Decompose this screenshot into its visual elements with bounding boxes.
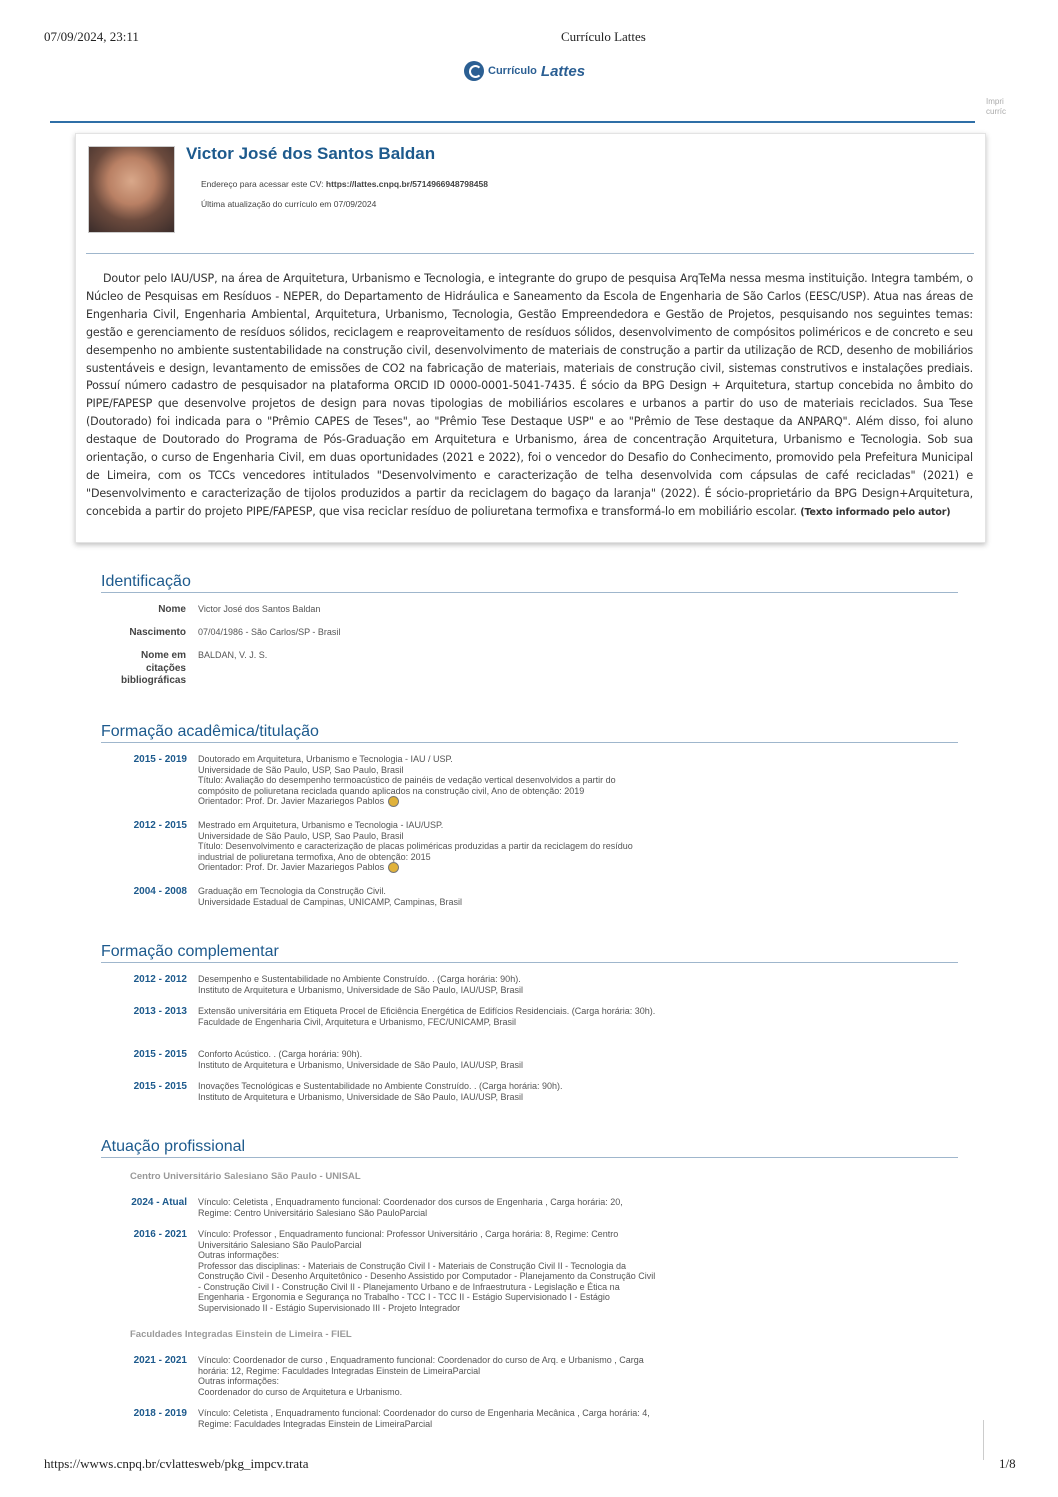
formacao-entry <box>198 886 658 907</box>
label-nascimento: Nascimento <box>129 627 186 638</box>
section-divider <box>101 592 958 593</box>
value-nome: Victor José dos Santos Baldan <box>198 604 321 614</box>
advisor-text: Orientador: Prof. Dr. Javier Mazariegos Pablos <box>198 796 385 806</box>
atuacao-entry <box>198 1197 658 1218</box>
atuacao-entry <box>198 1408 658 1429</box>
label-nome: Nome <box>158 604 186 615</box>
section-divider <box>101 742 958 743</box>
formacao-advisor <box>198 796 658 807</box>
formacao-years: 2015 - 2019 <box>133 754 187 765</box>
formacao-lines: Graduação em Tecnologia da Construção Civil. Universidade Estadual de Campinas, UNICAMP, Campinas, Brasil <box>198 886 462 907</box>
complementar-years: 2012 - 2012 <box>133 974 187 985</box>
atuacao-lines: Vínculo: Coordenador de curso , Enquadramento funcional: Coordenador do curso de Arq. e Urbanismo , Carga horária: 12, Regime: Faculdades Integradas Einstein de LimeiraParcial Outras informações: Coordenador do curso de Arquitetura e Urbanismo. <box>198 1355 644 1397</box>
profile-name: Victor José dos Santos Baldan <box>186 144 436 163</box>
advisor-text: Orientador: Prof. Dr. Javier Mazariegos Pablos <box>198 862 385 872</box>
formacao-years: 2004 - 2008 <box>133 886 187 897</box>
section-divider <box>101 962 958 963</box>
value-citacoes: BALDAN, V. J. S. <box>198 650 268 660</box>
atuacao-lines: Vínculo: Celetista , Enquadramento funcional: Coordenador do curso de Engenharia Mecânica , Carga horária: 4, Regime: Faculdades Integradas Einstein de LimeiraParcial <box>198 1408 650 1429</box>
complementar-lines: Inovações Tecnológicas e Sustentabilidade no Ambiente Construído. . (Carga horária: 90h). Instituto de Arquitetura e Urbanismo, Universidade de São Paulo, IAU/USP, Brasil <box>198 1081 563 1102</box>
complementar-entry <box>198 974 658 995</box>
institution-name: Centro Universitário Salesiano São Paulo - UNISAL <box>130 1171 361 1182</box>
logo-small-text: Currículo <box>488 65 537 77</box>
complementar-years: 2015 - 2015 <box>133 1081 187 1092</box>
complementar-years: 2015 - 2015 <box>133 1049 187 1060</box>
resumo-note: (Texto informado pelo autor) <box>800 506 951 518</box>
atuacao-years: 2016 - 2021 <box>133 1229 187 1240</box>
lattes-cv-icon[interactable] <box>388 862 399 873</box>
resumo-body: Doutor pelo IAU/USP, na área de Arquitetura, Urbanismo e Tecnologia, e integrante do grupo de pesquisa ArqTeMa nessa mesma instituição. Integra também, o Núcleo de Pesquisas em Resíduos - NEPER, do Departamento de Hidráulica e Saneamento da Escola de Engenharia de São Carlos (EESC/USP). Atua nas áreas de Engenharia Civil, Engenharia Ambiental, Arquitetura, Urbanismo, Tecnologia, Gestão Empreendedora e Gestão de Projetos, pesquisando nos seguintes temas: gestão e gerenciamento de resíduos sólidos, reciclagem e reaproveitamento de resíduos sólidos, desenvolvimento de compósitos poliméricos e de concreto e seu desempenho no ambiente sustentabilidade na construção civil, desenvolvimento de materiais de construção a partir da utilização de RCD, desenho de mobiliários sustentáveis e design, levantamento de emissões de CO2 na fabricação de materiais, materiais de construção civil, sistemas construtivos e instalações prediais. Possuí número cadastro de pesquisador na plataforma ORCID ID 0000-0001-5041-7435. É sócio da BPG Design + Arquitetura, startup concebida no âmbito do PIPE/FAPESP que desenvolve projetos de design para novas tipologias de mobiliários escolares e urbanos a partir do uso de materiais reciclados. Sua Tese (Doutorado) foi indicada para o "Prêmio CAPES de Teses", ao "Prêmio Tese Destaque USP" e ao "Prêmio de Tese destaque da ANPARQ". Além disso, foi aluno destaque de Doutorado do Programa de Pós-Graduação em Arquitetura e Urbanismo, área de concentração Arquitetura, Urbanismo e Tecnologia. Sob sua orientação, o curso de Engenharia Civil, em duas oportunidades (2021 e 2022), foi o vencedor do Desafio do Conhecimento, promovido pela Prefeitura Municipal de Limeira, com os TCCs vencedores intitulados "Desenvolvimento e caracterização de telha desenvolvida com cápsulas de café recicladas" (2021) e "Desenvolvimento e caracterização de tijolos produzidos a partir da reciclagem do bagaço da laranja" (2022). É sócio-proprietário da BPG Design+Arquitetura, concebida a partir do projeto PIPE/FAPESP, que visa reciclar resíduo de poliuretana termofixa e transformá-lo em mobiliário escolar. <box>86 272 973 518</box>
header-divider <box>50 121 975 123</box>
formacao-advisor <box>198 862 658 873</box>
print-title: Currículo Lattes <box>561 29 646 44</box>
value-nascimento: 07/04/1986 - São Carlos/SP - Brasil <box>198 627 341 637</box>
last-update: Última atualização do currículo em 07/09/2024 <box>201 199 377 209</box>
formacao-lines: Doutorado em Arquitetura, Urbanismo e Tecnologia - IAU / USP. Universidade de São Paulo, USP, Sao Paulo, Brasil Título: Avaliação do desempenho termoacústico de painéis de vedação vertical desenvolvidos a partir do compósito de poliuretana reciclada quando aplicados na construção civil, Ano de obtenção: 2019 <box>198 754 616 796</box>
section-title-atuacao: Atuação profissional <box>101 1138 246 1155</box>
print-link[interactable] <box>986 97 1006 117</box>
complementar-entry <box>198 1081 658 1102</box>
resumo-text <box>86 270 973 522</box>
atuacao-years: 2018 - 2019 <box>133 1408 187 1419</box>
institution-name: Faculdades Integradas Einstein de Limeira - FIEL <box>130 1329 352 1340</box>
print-link-line1: Impri <box>986 97 1004 106</box>
formacao-lines: Mestrado em Arquitetura, Urbanismo e Tecnologia - IAU/USP. Universidade de São Paulo, USP, Sao Paulo, Brasil Título: Desenvolvimento e caracterização de placas poliméricas produzidas a partir da reciclagem do resíduo industrial de poliuretana termofixa, Ano de obtenção: 2015 <box>198 820 633 862</box>
formacao-years: 2012 - 2015 <box>133 820 187 831</box>
atuacao-lines: Vínculo: Celetista , Enquadramento funcional: Coordenador dos cursos de Engenharia , Carga horária: 20, Regime: Centro Universitário Salesiano São PauloParcial <box>198 1197 623 1218</box>
complementar-entry <box>198 1049 658 1070</box>
lattes-logo-icon <box>464 61 484 81</box>
section-divider <box>101 1157 958 1158</box>
complementar-years: 2013 - 2013 <box>133 1006 187 1017</box>
atuacao-entry <box>198 1229 658 1313</box>
atuacao-entry <box>198 1355 658 1397</box>
label-citacoes: Nome em citações bibliográficas <box>120 650 186 686</box>
cv-address-link[interactable]: https://lattes.cnpq.br/5714966948798458 <box>325 179 488 189</box>
complementar-lines: Conforto Acústico. . (Carga horária: 90h). Instituto de Arquitetura e Urbanismo, Universidade de São Paulo, IAU/USP, Brasil <box>198 1049 524 1070</box>
complementar-lines: Extensão universitária em Etiqueta Procel de Eficiência Energética de Edifícios Residenciais. (Carga horária: 30h). Faculdade de Engenharia Civil, Arquitetura e Urbanismo, FEC/UNICAMP, Brasil <box>198 1006 656 1027</box>
section-title-identificacao: Identificação <box>101 573 191 590</box>
formacao-entry <box>198 754 658 807</box>
complementar-entry <box>198 1006 658 1027</box>
section-title-formacao: Formação acadêmica/titulação <box>101 723 319 740</box>
print-link-line2: curríc <box>986 107 1006 116</box>
atuacao-years: 2024 - Atual <box>131 1197 187 1208</box>
complementar-lines: Desempenho e Sustentabilidade no Ambiente Construído. . (Carga horária: 90h). Instituto de Arquitetura e Urbanismo, Universidade de São Paulo, IAU/USP, Brasil <box>198 974 524 995</box>
card-divider <box>86 253 974 254</box>
print-url: https://wwws.cnpq.br/cvlattesweb/pkg_impcv.trata <box>44 1456 309 1471</box>
section-title-complementar: Formação complementar <box>101 943 279 960</box>
cv-address <box>201 179 488 189</box>
page-number: 1/8 <box>999 1456 1016 1471</box>
lattes-logo[interactable] <box>464 61 585 81</box>
formacao-entry <box>198 820 658 873</box>
atuacao-lines: Vínculo: Professor , Enquadramento funcional: Professor Universitário , Carga horária: 8, Regime: Centro Universitário Salesiano São PauloParcial Outras informações: Professor das disciplinas: - Materiais de Construção Civil I - Materiais de Construção Civil II - Tecnologia da Construção Civil - Desenho Arquitetônico - Desenho Assistido por Computador - Planejamento da Construção Civil - Construção Civil I - Construção Civil II - Planejamento Urbano e de Infraestrutura - Legislação e Ética na Engenharia - Ergonomia e Segurança no Trabalho - TCC I - TCC II - Estágio Supervisionado I - Estágio Supervisionado II - Estágio Supervisionado III - Projeto Integrador <box>198 1229 656 1313</box>
profile-photo <box>88 146 175 233</box>
lattes-cv-icon[interactable] <box>388 796 399 807</box>
cv-address-label: Endereço para acessar este CV: <box>201 179 326 189</box>
logo-big-text: Lattes <box>540 62 586 80</box>
atuacao-years: 2021 - 2021 <box>133 1355 187 1366</box>
print-datetime: 07/09/2024, 23:11 <box>44 29 139 44</box>
card-edge <box>983 1420 984 1460</box>
